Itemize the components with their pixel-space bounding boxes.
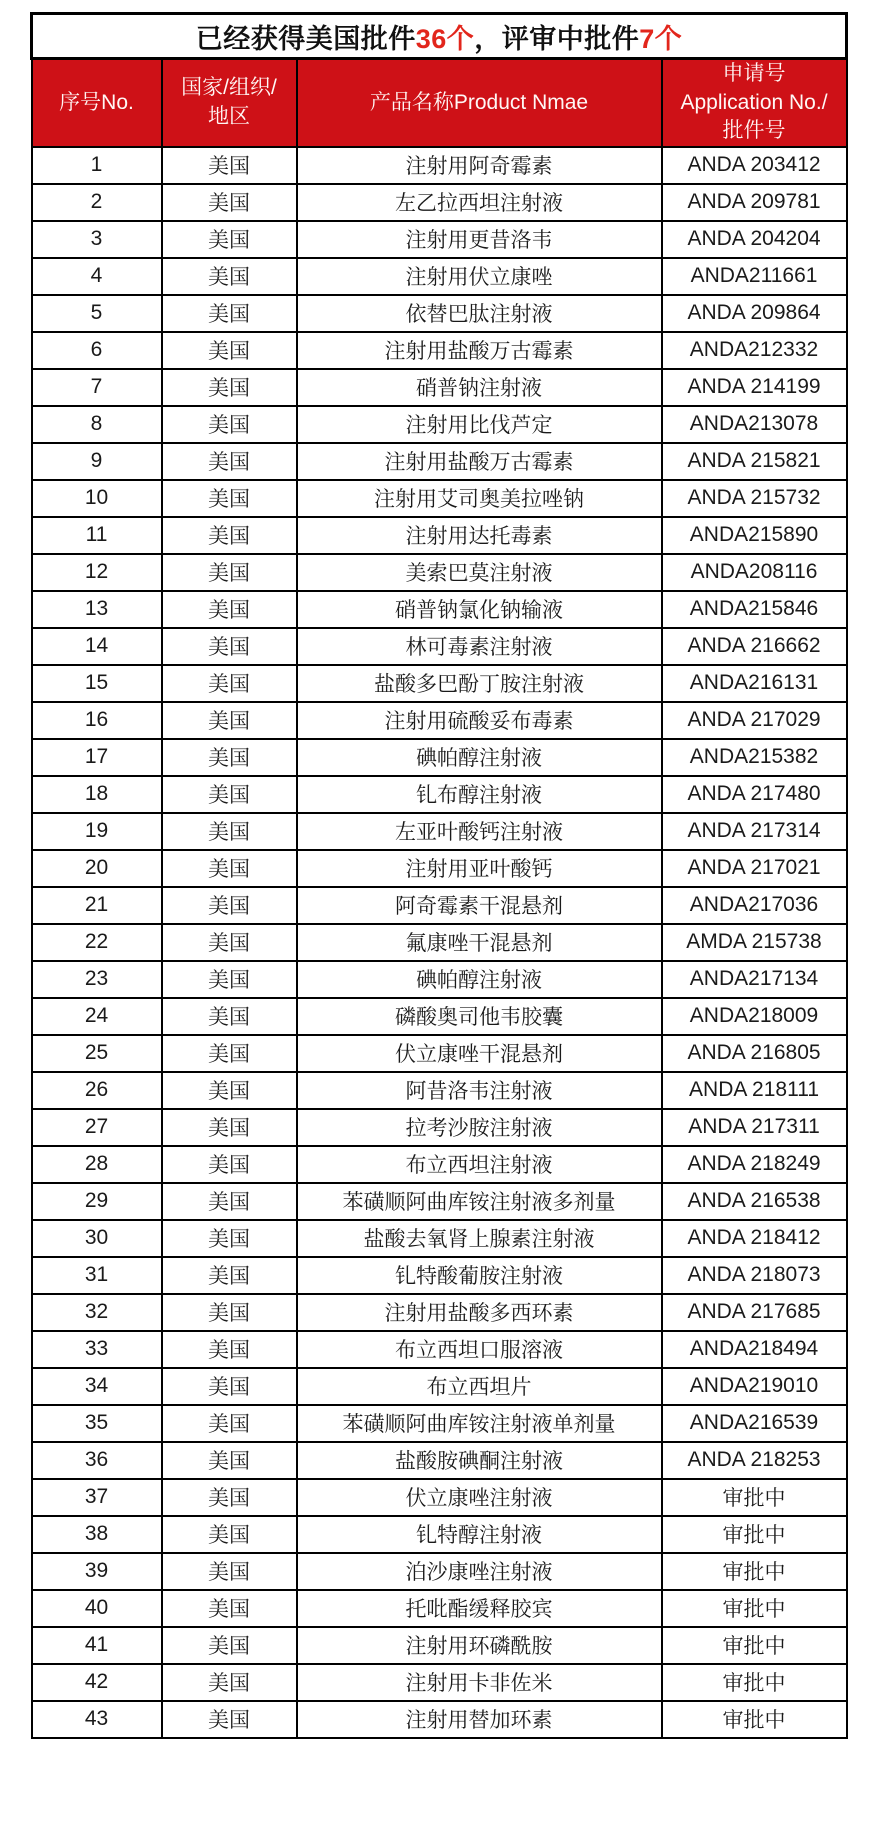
cell-serial-no: 43 bbox=[32, 1701, 162, 1738]
cell-country-region: 美国 bbox=[162, 924, 297, 961]
cell-product-name: 注射用盐酸万古霉素 bbox=[297, 332, 662, 369]
cell-country-region: 美国 bbox=[162, 258, 297, 295]
cell-application-no: 审批中 bbox=[662, 1553, 847, 1590]
cell-country-region: 美国 bbox=[162, 1109, 297, 1146]
cell-serial-no: 4 bbox=[32, 258, 162, 295]
header-row bbox=[32, 59, 847, 147]
cell-product-name: 盐酸去氧肾上腺素注射液 bbox=[297, 1220, 662, 1257]
table-row bbox=[32, 850, 847, 887]
cell-application-no: ANDA 217021 bbox=[662, 850, 847, 887]
table-row bbox=[32, 443, 847, 480]
cell-application-no: ANDA216539 bbox=[662, 1405, 847, 1442]
cell-application-no: ANDA 204204 bbox=[662, 221, 847, 258]
cell-serial-no: 36 bbox=[32, 1442, 162, 1479]
table-row bbox=[32, 961, 847, 998]
cell-country-region: 美国 bbox=[162, 813, 297, 850]
cell-application-no: ANDA 217029 bbox=[662, 702, 847, 739]
title-row bbox=[32, 14, 847, 59]
table-row bbox=[32, 1220, 847, 1257]
cell-serial-no: 37 bbox=[32, 1479, 162, 1516]
cell-application-no: ANDA211661 bbox=[662, 258, 847, 295]
cell-serial-no: 19 bbox=[32, 813, 162, 850]
cell-serial-no: 5 bbox=[32, 295, 162, 332]
cell-serial-no: 6 bbox=[32, 332, 162, 369]
cell-product-name: 注射用更昔洛韦 bbox=[297, 221, 662, 258]
table-row bbox=[32, 1405, 847, 1442]
table-row bbox=[32, 1035, 847, 1072]
cell-product-name: 注射用伏立康唑 bbox=[297, 258, 662, 295]
table-row bbox=[32, 1701, 847, 1738]
cell-serial-no: 24 bbox=[32, 998, 162, 1035]
table-row bbox=[32, 517, 847, 554]
cell-country-region: 美国 bbox=[162, 184, 297, 221]
cell-product-name: 注射用比伐芦定 bbox=[297, 406, 662, 443]
table-row bbox=[32, 480, 847, 517]
cell-serial-no: 34 bbox=[32, 1368, 162, 1405]
cell-country-region: 美国 bbox=[162, 369, 297, 406]
cell-application-no: ANDA 218111 bbox=[662, 1072, 847, 1109]
table-row bbox=[32, 554, 847, 591]
table-row bbox=[32, 1183, 847, 1220]
cell-country-region: 美国 bbox=[162, 961, 297, 998]
table-row bbox=[32, 1368, 847, 1405]
cell-application-no: ANDA 218412 bbox=[662, 1220, 847, 1257]
cell-application-no: ANDA212332 bbox=[662, 332, 847, 369]
cell-application-no: ANDA213078 bbox=[662, 406, 847, 443]
cell-application-no: ANDA 209781 bbox=[662, 184, 847, 221]
cell-application-no: ANDA 217311 bbox=[662, 1109, 847, 1146]
cell-application-no: ANDA 218073 bbox=[662, 1257, 847, 1294]
cell-serial-no: 3 bbox=[32, 221, 162, 258]
cell-product-name: 阿奇霉素干混悬剂 bbox=[297, 887, 662, 924]
table-row bbox=[32, 628, 847, 665]
cell-country-region: 美国 bbox=[162, 1294, 297, 1331]
cell-country-region: 美国 bbox=[162, 1516, 297, 1553]
cell-country-region: 美国 bbox=[162, 1368, 297, 1405]
cell-product-name: 布立西坦注射液 bbox=[297, 1146, 662, 1183]
table-row bbox=[32, 776, 847, 813]
cell-application-no: ANDA217036 bbox=[662, 887, 847, 924]
cell-application-no: 审批中 bbox=[662, 1590, 847, 1627]
cell-product-name: 钆特酸葡胺注射液 bbox=[297, 1257, 662, 1294]
cell-serial-no: 15 bbox=[32, 665, 162, 702]
cell-serial-no: 30 bbox=[32, 1220, 162, 1257]
table-row bbox=[32, 1442, 847, 1479]
cell-country-region: 美国 bbox=[162, 1146, 297, 1183]
cell-country-region: 美国 bbox=[162, 702, 297, 739]
cell-country-region: 美国 bbox=[162, 1035, 297, 1072]
table-row bbox=[32, 295, 847, 332]
cell-country-region: 美国 bbox=[162, 1553, 297, 1590]
cell-application-no: ANDA 216538 bbox=[662, 1183, 847, 1220]
cell-application-no: ANDA218494 bbox=[662, 1331, 847, 1368]
table-row bbox=[32, 406, 847, 443]
cell-product-name: 硝普钠注射液 bbox=[297, 369, 662, 406]
cell-country-region: 美国 bbox=[162, 1183, 297, 1220]
cell-application-no: ANDA 216662 bbox=[662, 628, 847, 665]
cell-application-no: ANDA217134 bbox=[662, 961, 847, 998]
cell-serial-no: 10 bbox=[32, 480, 162, 517]
cell-application-no: ANDA 217480 bbox=[662, 776, 847, 813]
cell-serial-no: 20 bbox=[32, 850, 162, 887]
cell-country-region: 美国 bbox=[162, 443, 297, 480]
table-row bbox=[32, 1516, 847, 1553]
table-row bbox=[32, 739, 847, 776]
cell-product-name: 注射用亚叶酸钙 bbox=[297, 850, 662, 887]
cell-serial-no: 14 bbox=[32, 628, 162, 665]
cell-product-name: 注射用盐酸万古霉素 bbox=[297, 443, 662, 480]
cell-product-name: 美索巴莫注射液 bbox=[297, 554, 662, 591]
table-row bbox=[32, 221, 847, 258]
cell-serial-no: 29 bbox=[32, 1183, 162, 1220]
table-row bbox=[32, 1553, 847, 1590]
header-product-name: 产品名称Product Nmae bbox=[297, 59, 662, 147]
table-row bbox=[32, 924, 847, 961]
cell-product-name: 布立西坦口服溶液 bbox=[297, 1331, 662, 1368]
cell-serial-no: 16 bbox=[32, 702, 162, 739]
table-row bbox=[32, 1109, 847, 1146]
cell-serial-no: 35 bbox=[32, 1405, 162, 1442]
cell-application-no: ANDA 214199 bbox=[662, 369, 847, 406]
cell-product-name: 苯磺顺阿曲库铵注射液单剂量 bbox=[297, 1405, 662, 1442]
cell-product-name: 注射用替加环素 bbox=[297, 1701, 662, 1738]
cell-application-no: 审批中 bbox=[662, 1627, 847, 1664]
cell-application-no: ANDA 217685 bbox=[662, 1294, 847, 1331]
cell-country-region: 美国 bbox=[162, 406, 297, 443]
cell-application-no: ANDA 218249 bbox=[662, 1146, 847, 1183]
cell-country-region: 美国 bbox=[162, 1072, 297, 1109]
title-text-2: ，评审中批件 bbox=[474, 23, 640, 54]
cell-country-region: 美国 bbox=[162, 1664, 297, 1701]
cell-product-name: 盐酸多巴酚丁胺注射液 bbox=[297, 665, 662, 702]
cell-serial-no: 12 bbox=[32, 554, 162, 591]
cell-serial-no: 11 bbox=[32, 517, 162, 554]
cell-product-name: 注射用达托毒素 bbox=[297, 517, 662, 554]
cell-serial-no: 1 bbox=[32, 147, 162, 184]
us-approvals-table bbox=[30, 12, 848, 1739]
cell-application-no: ANDA 215732 bbox=[662, 480, 847, 517]
cell-country-region: 美国 bbox=[162, 998, 297, 1035]
cell-country-region: 美国 bbox=[162, 1331, 297, 1368]
cell-country-region: 美国 bbox=[162, 628, 297, 665]
cell-serial-no: 25 bbox=[32, 1035, 162, 1072]
cell-serial-no: 27 bbox=[32, 1109, 162, 1146]
cell-country-region: 美国 bbox=[162, 1701, 297, 1738]
cell-application-no: ANDA 209864 bbox=[662, 295, 847, 332]
cell-application-no: ANDA 218253 bbox=[662, 1442, 847, 1479]
table-row bbox=[32, 887, 847, 924]
table-row bbox=[32, 184, 847, 221]
table-row bbox=[32, 591, 847, 628]
table-row bbox=[32, 1257, 847, 1294]
cell-serial-no: 41 bbox=[32, 1627, 162, 1664]
cell-serial-no: 18 bbox=[32, 776, 162, 813]
table-row bbox=[32, 1590, 847, 1627]
cell-product-name: 硝普钠氯化钠输液 bbox=[297, 591, 662, 628]
header-country-region: 国家/组织/ 地区 bbox=[162, 59, 297, 147]
header-application-no: 申请号 Application No./ 批件号 bbox=[662, 59, 847, 147]
cell-country-region: 美国 bbox=[162, 1220, 297, 1257]
cell-product-name: 注射用盐酸多西环素 bbox=[297, 1294, 662, 1331]
cell-serial-no: 23 bbox=[32, 961, 162, 998]
table-row bbox=[32, 1146, 847, 1183]
table-title bbox=[32, 14, 847, 59]
cell-country-region: 美国 bbox=[162, 665, 297, 702]
cell-application-no: ANDA216131 bbox=[662, 665, 847, 702]
table-row bbox=[32, 702, 847, 739]
cell-serial-no: 33 bbox=[32, 1331, 162, 1368]
table-row bbox=[32, 1627, 847, 1664]
table-row bbox=[32, 1479, 847, 1516]
cell-product-name: 泊沙康唑注射液 bbox=[297, 1553, 662, 1590]
cell-serial-no: 9 bbox=[32, 443, 162, 480]
table-row bbox=[32, 665, 847, 702]
cell-country-region: 美国 bbox=[162, 295, 297, 332]
cell-product-name: 氟康唑干混悬剂 bbox=[297, 924, 662, 961]
cell-product-name: 左乙拉西坦注射液 bbox=[297, 184, 662, 221]
table-row bbox=[32, 1294, 847, 1331]
cell-product-name: 钆特醇注射液 bbox=[297, 1516, 662, 1553]
table-row bbox=[32, 369, 847, 406]
cell-application-no: 审批中 bbox=[662, 1664, 847, 1701]
cell-serial-no: 31 bbox=[32, 1257, 162, 1294]
cell-application-no: ANDA218009 bbox=[662, 998, 847, 1035]
cell-application-no: ANDA 215821 bbox=[662, 443, 847, 480]
table-row bbox=[32, 813, 847, 850]
cell-product-name: 注射用硫酸妥布毒素 bbox=[297, 702, 662, 739]
header-serial-no: 序号No. bbox=[32, 59, 162, 147]
cell-application-no: ANDA215890 bbox=[662, 517, 847, 554]
cell-product-name: 托吡酯缓释胶宾 bbox=[297, 1590, 662, 1627]
table-row bbox=[32, 258, 847, 295]
cell-country-region: 美国 bbox=[162, 1479, 297, 1516]
cell-country-region: 美国 bbox=[162, 776, 297, 813]
cell-application-no: ANDA 217314 bbox=[662, 813, 847, 850]
table-body bbox=[32, 147, 847, 1738]
cell-product-name: 伏立康唑注射液 bbox=[297, 1479, 662, 1516]
table-row bbox=[32, 998, 847, 1035]
cell-product-name: 林可毒素注射液 bbox=[297, 628, 662, 665]
cell-application-no: ANDA215846 bbox=[662, 591, 847, 628]
cell-product-name: 左亚叶酸钙注射液 bbox=[297, 813, 662, 850]
cell-application-no: AMDA 215738 bbox=[662, 924, 847, 961]
title-pending-count: 7个 bbox=[639, 23, 683, 54]
cell-serial-no: 40 bbox=[32, 1590, 162, 1627]
cell-country-region: 美国 bbox=[162, 554, 297, 591]
cell-country-region: 美国 bbox=[162, 1442, 297, 1479]
table-row bbox=[32, 332, 847, 369]
cell-product-name: 注射用阿奇霉素 bbox=[297, 147, 662, 184]
cell-country-region: 美国 bbox=[162, 850, 297, 887]
cell-product-name: 碘帕醇注射液 bbox=[297, 739, 662, 776]
cell-application-no: 审批中 bbox=[662, 1516, 847, 1553]
cell-serial-no: 32 bbox=[32, 1294, 162, 1331]
cell-product-name: 注射用卡非佐米 bbox=[297, 1664, 662, 1701]
cell-serial-no: 28 bbox=[32, 1146, 162, 1183]
cell-product-name: 伏立康唑干混悬剂 bbox=[297, 1035, 662, 1072]
cell-product-name: 布立西坦片 bbox=[297, 1368, 662, 1405]
cell-application-no: ANDA208116 bbox=[662, 554, 847, 591]
table-row bbox=[32, 1664, 847, 1701]
cell-product-name: 盐酸胺碘酮注射液 bbox=[297, 1442, 662, 1479]
table-row bbox=[32, 1072, 847, 1109]
cell-country-region: 美国 bbox=[162, 1627, 297, 1664]
cell-serial-no: 42 bbox=[32, 1664, 162, 1701]
cell-product-name: 钆布醇注射液 bbox=[297, 776, 662, 813]
cell-product-name: 注射用艾司奥美拉唑钠 bbox=[297, 480, 662, 517]
cell-product-name: 阿昔洛韦注射液 bbox=[297, 1072, 662, 1109]
cell-product-name: 依替巴肽注射液 bbox=[297, 295, 662, 332]
cell-serial-no: 39 bbox=[32, 1553, 162, 1590]
cell-country-region: 美国 bbox=[162, 739, 297, 776]
cell-serial-no: 17 bbox=[32, 739, 162, 776]
cell-country-region: 美国 bbox=[162, 1590, 297, 1627]
cell-serial-no: 26 bbox=[32, 1072, 162, 1109]
table-row bbox=[32, 147, 847, 184]
title-text-1: 已经获得美国批件 bbox=[195, 23, 416, 54]
cell-application-no: ANDA215382 bbox=[662, 739, 847, 776]
cell-product-name: 碘帕醇注射液 bbox=[297, 961, 662, 998]
title-approved-count: 36个 bbox=[415, 23, 475, 54]
cell-country-region: 美国 bbox=[162, 517, 297, 554]
cell-application-no: ANDA 216805 bbox=[662, 1035, 847, 1072]
cell-country-region: 美国 bbox=[162, 147, 297, 184]
cell-product-name: 磷酸奥司他韦胶囊 bbox=[297, 998, 662, 1035]
cell-product-name: 注射用环磷酰胺 bbox=[297, 1627, 662, 1664]
cell-application-no: 审批中 bbox=[662, 1479, 847, 1516]
cell-product-name: 拉考沙胺注射液 bbox=[297, 1109, 662, 1146]
cell-country-region: 美国 bbox=[162, 1257, 297, 1294]
cell-country-region: 美国 bbox=[162, 221, 297, 258]
cell-application-no: 审批中 bbox=[662, 1701, 847, 1738]
cell-country-region: 美国 bbox=[162, 332, 297, 369]
cell-application-no: ANDA219010 bbox=[662, 1368, 847, 1405]
cell-serial-no: 22 bbox=[32, 924, 162, 961]
cell-country-region: 美国 bbox=[162, 591, 297, 628]
cell-serial-no: 21 bbox=[32, 887, 162, 924]
cell-serial-no: 13 bbox=[32, 591, 162, 628]
cell-application-no: ANDA 203412 bbox=[662, 147, 847, 184]
cell-serial-no: 38 bbox=[32, 1516, 162, 1553]
cell-country-region: 美国 bbox=[162, 887, 297, 924]
cell-serial-no: 2 bbox=[32, 184, 162, 221]
cell-country-region: 美国 bbox=[162, 480, 297, 517]
cell-serial-no: 7 bbox=[32, 369, 162, 406]
cell-product-name: 苯磺顺阿曲库铵注射液多剂量 bbox=[297, 1183, 662, 1220]
table-row bbox=[32, 1331, 847, 1368]
cell-serial-no: 8 bbox=[32, 406, 162, 443]
cell-country-region: 美国 bbox=[162, 1405, 297, 1442]
